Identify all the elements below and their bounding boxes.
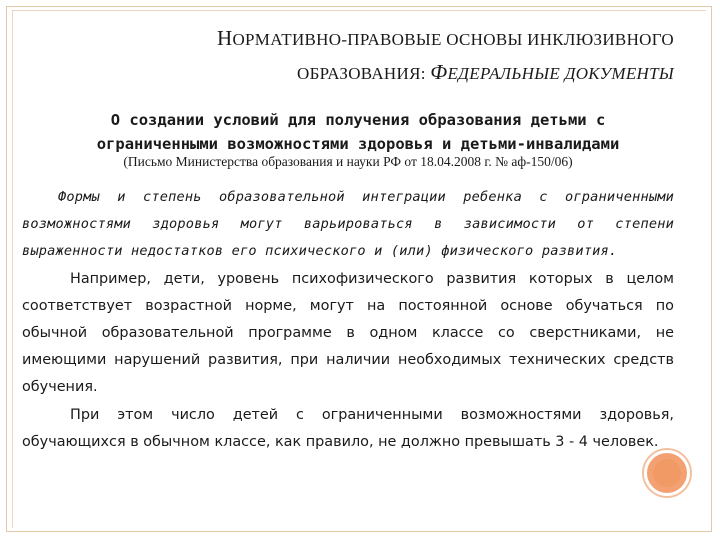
title-line-1: НОРМАТИВНО-ПРАВОВЫЕ ОСНОВЫ ИНКЛЮЗИВНОГО [216,26,674,50]
document-heading-line-2: ограниченными возможностями здоровья и детьми-инвалидами [96,135,620,153]
slide-title [114,22,674,90]
body-paragraph-1: Например, дети, уровень психофизического развития которых в целом соответствует возрастной норме, могут на постоянной основе обучаться по обычной образовательной программе в одном классе со сверстниками, не имеющими нарушений развития, при наличии необходимых технических средств обучения. [22,270,674,396]
title-line-2: ОБРАЗОВАНИЯ: ФЕДЕРАЛЬНЫЕ ДОКУМЕНТЫ [297,60,674,84]
document-heading [28,108,688,156]
document-source: (Письмо Министерства образования и науки РФ от 18.04.2008 г. № аф-150/06) [123,154,573,169]
document-heading-line-1: О создании условий для получения образования детьми с [110,111,606,129]
body-paragraph-2: При этом число детей с ограниченными возможностями здоровья, обучающихся в обычном классе, как правило, не должно превышать 3 - 4 человек. [22,406,674,450]
decorative-circle [644,450,690,496]
intro-paragraph: Формы и степень образовательной интеграции ребенка с ограниченными возможностями здоровья могут варьироваться в зависимости от степени выраженности недостатков его психического и (или) физического развития. [22,189,674,260]
slide-body [22,184,674,456]
